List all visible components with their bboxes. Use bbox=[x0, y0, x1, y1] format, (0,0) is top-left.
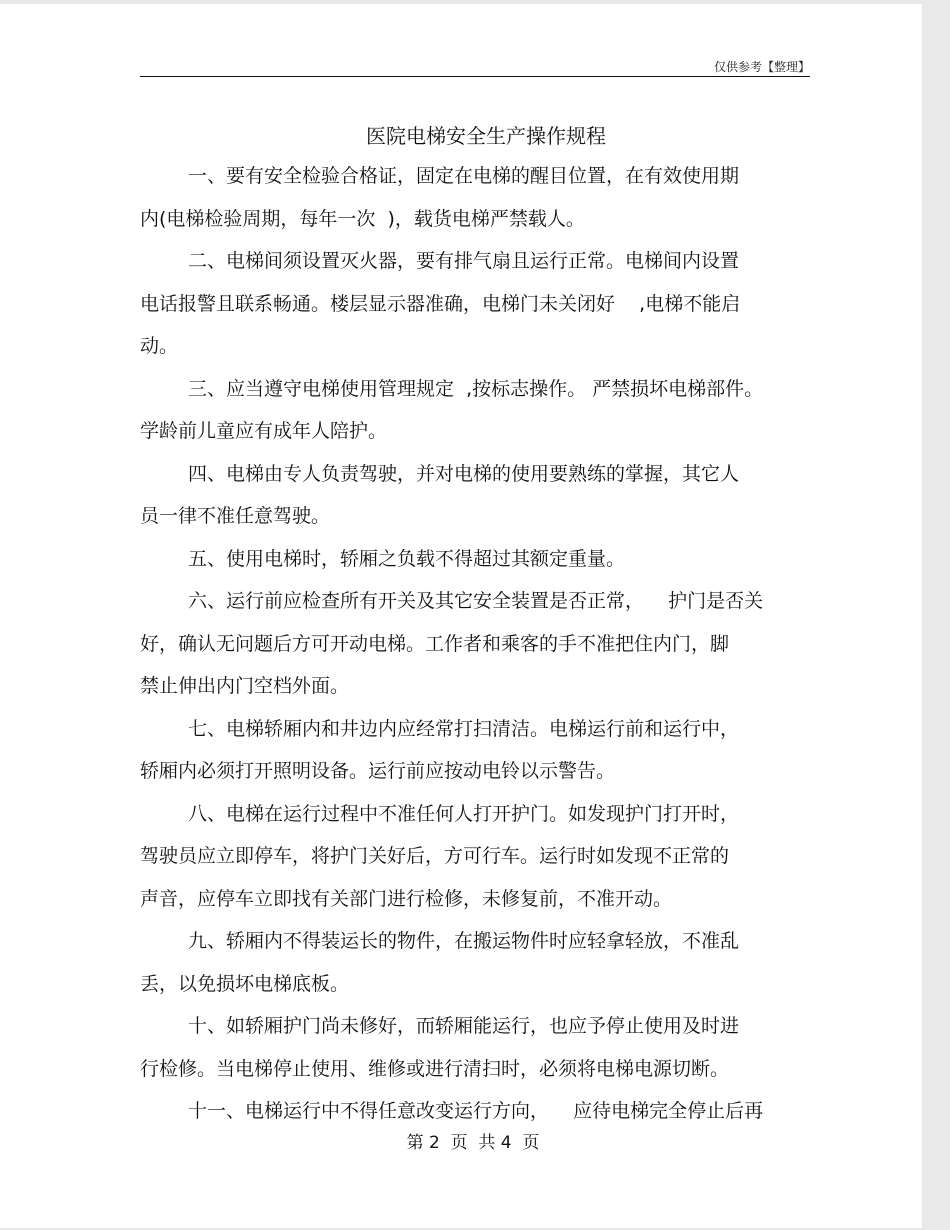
paragraph-line: 六、运行前应检查所有开关及其它安全装置是否正常， 护门是否关 bbox=[188, 590, 764, 612]
paragraph-line: 十一、电梯运行中不得任意改变运行方向， 应待电梯完全停止后再 bbox=[188, 1100, 764, 1122]
paragraph-line: 九、轿厢内不得装运长的物件，在搬运物件时应轻拿轻放，不准乱 bbox=[188, 930, 740, 952]
paragraph-line: 五、使用电梯时，轿厢之负载不得超过其额定重量。 bbox=[188, 547, 626, 570]
paragraph-line: 一、要有安全检验合格证，固定在电梯的醒目位置，在有效使用期 bbox=[188, 165, 740, 187]
paragraph-line: 八、电梯在运行过程中不准任何人打开护门。如发现护门打开时， bbox=[188, 802, 740, 825]
paragraph-line: 七、电梯轿厢内和井边内应经常打扫清洁。电梯运行前和运行中， bbox=[188, 717, 740, 740]
paragraph-line: 丢，以免损坏电梯底板。 bbox=[140, 972, 350, 995]
paragraph-line: 四、电梯由专人负责驾驶，并对电梯的使用要熟练的掌握，其它人 bbox=[188, 462, 740, 485]
paragraph-line: 声音，应停车立即找有关部门进行检修，未修复前，不准开动。 bbox=[140, 887, 673, 910]
paragraph-line: 动。 bbox=[140, 335, 179, 357]
paragraph-line: 电话报警且联系畅通。楼层显示器准确，电梯门未关闭好 ,电梯不能启 bbox=[140, 292, 741, 315]
paragraph-line: 行检修。当电梯停止使用、维修或进行清扫时，必须将电梯电源切断。 bbox=[140, 1057, 730, 1080]
paragraph-line: 驾驶员应立即停车，将护门关好后，方可行车。运行时如发现不正常的 bbox=[140, 845, 730, 867]
paragraph-line: 禁止伸出内门空档外面。 bbox=[140, 675, 350, 697]
page-number-footer: 第 2 页 共 4 页 bbox=[406, 1133, 540, 1153]
paragraph-line: 轿厢内必须打开照明设备。运行前应按动电铃以示警告。 bbox=[140, 760, 616, 782]
paragraph-line: 学龄前儿童应有成年人陪护。 bbox=[140, 420, 388, 442]
header-rule bbox=[140, 76, 810, 77]
header-note: 仅供参考【整理】 bbox=[713, 60, 810, 74]
paragraph-line: 好，确认无问题后方可开动电梯。工作者和乘客的手不准把住内门，脚 bbox=[140, 632, 730, 655]
document-page bbox=[0, 4, 922, 1228]
paragraph-line: 三、应当遵守电梯使用管理规定 ,按标志操作。 严禁损坏电梯部件。 bbox=[188, 377, 764, 400]
paragraph-line: 二、电梯间须设置灭火器，要有排气扇且运行正常。电梯间内设置 bbox=[188, 250, 740, 272]
document-body bbox=[140, 159, 820, 1137]
document-title: 医院电梯安全生产操作规程 bbox=[366, 124, 606, 148]
paragraph-line: 十、如轿厢护门尚未修好，而轿厢能运行，也应予停止使用及时进 bbox=[188, 1015, 740, 1037]
paragraph-line: 员一律不准任意驾驶。 bbox=[140, 505, 331, 527]
paragraph-line: 内(电梯检验周期，每年一次 )，载货电梯严禁载人。 bbox=[140, 207, 585, 230]
